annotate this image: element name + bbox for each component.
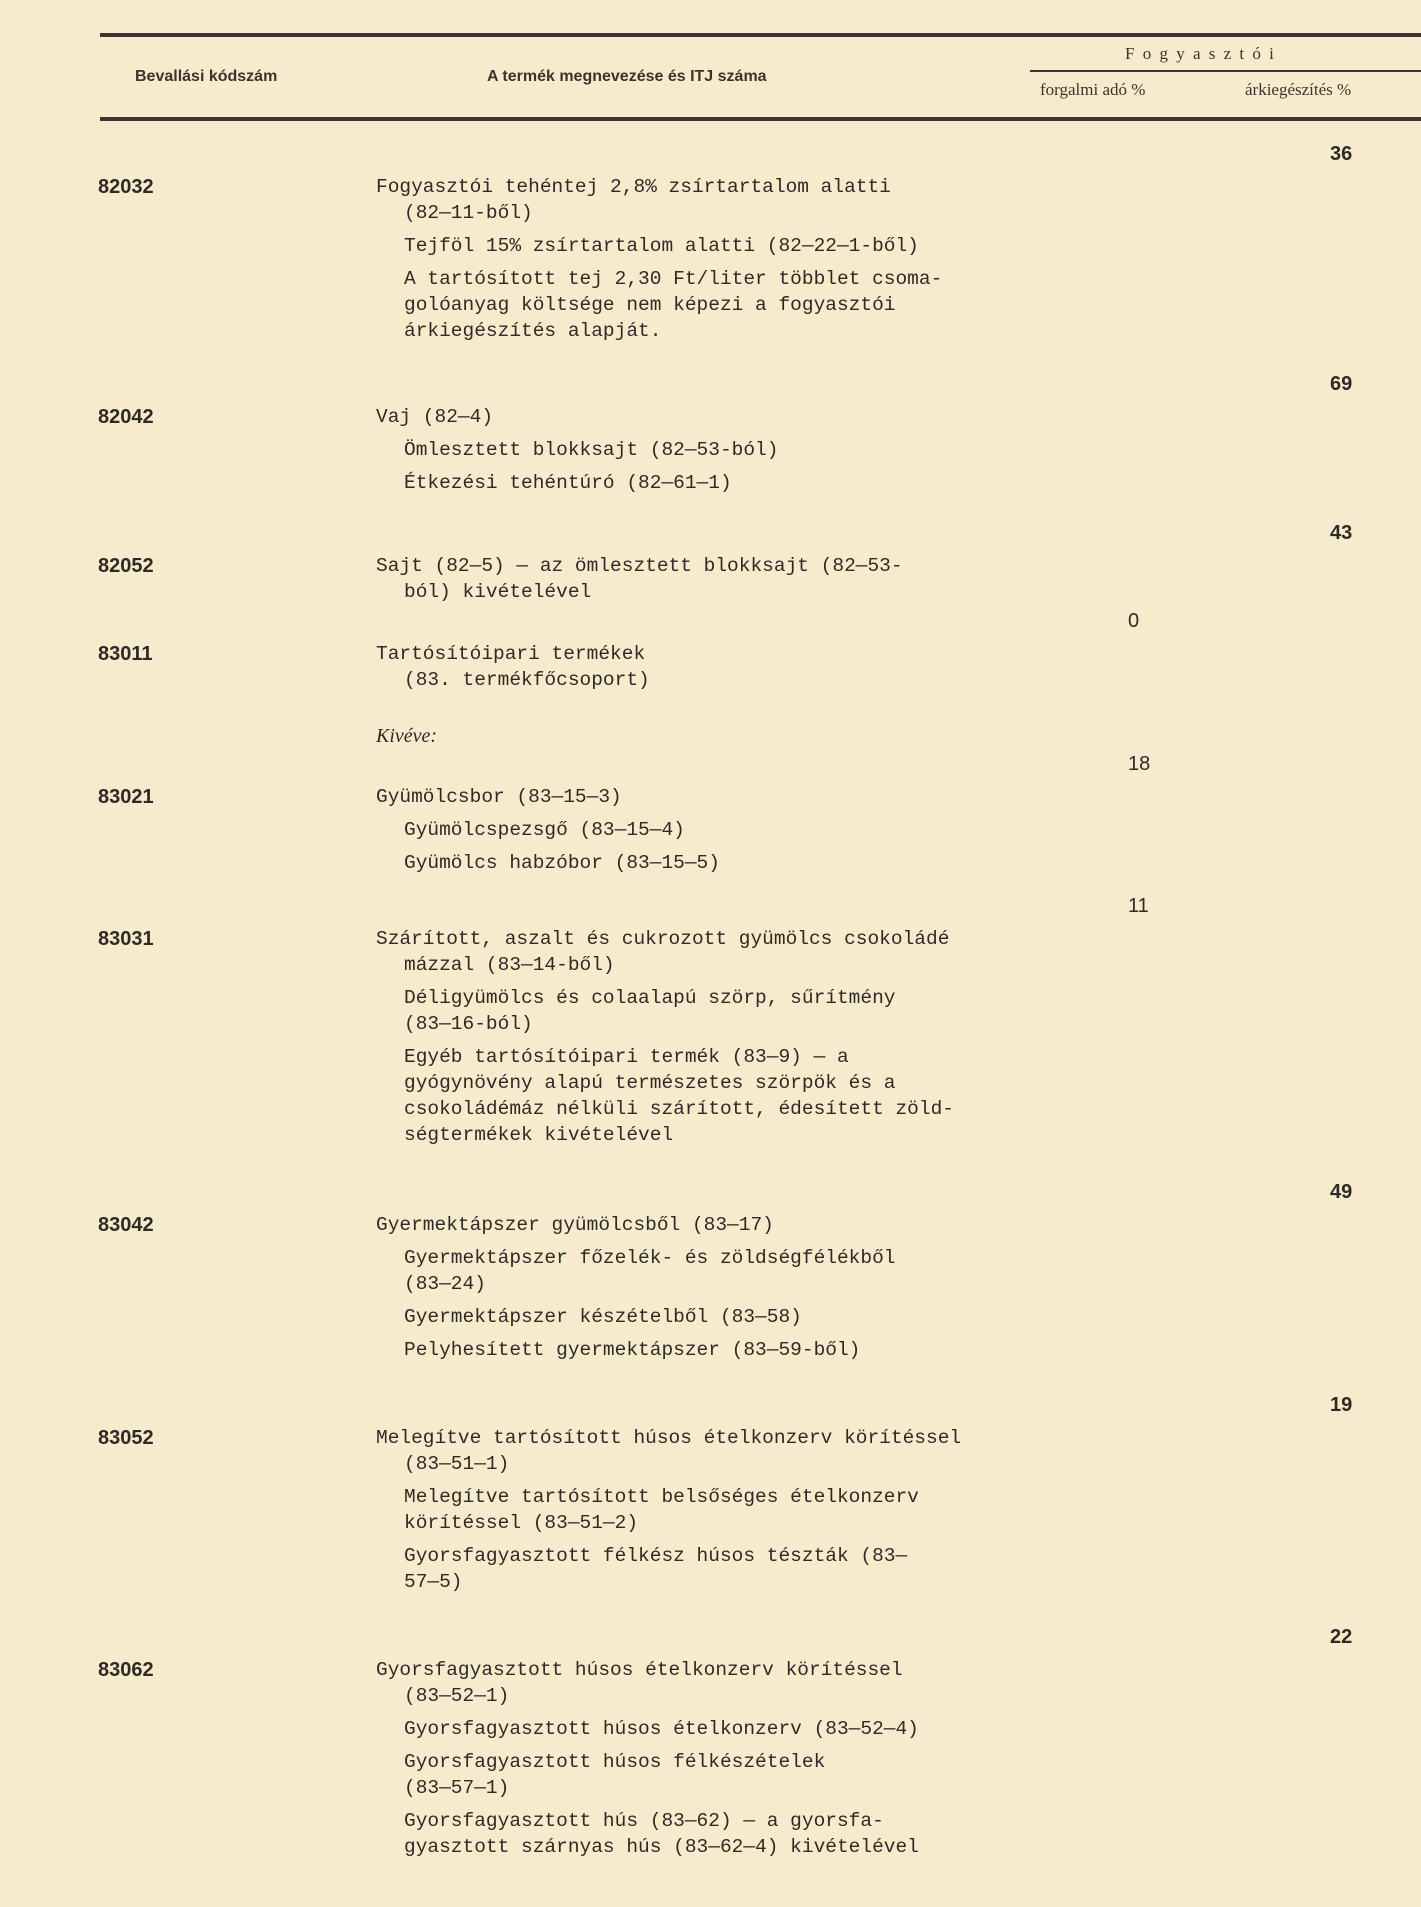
- tax-value: 11: [1128, 895, 1149, 917]
- code-cell: 83052: [98, 1427, 154, 1449]
- surcharge-value: 22: [1330, 1626, 1353, 1648]
- product-line: (83. termékfőcsoport): [404, 669, 650, 691]
- header-code-column: Bevallási kódszám: [135, 68, 278, 85]
- product-item: [376, 1484, 1031, 1536]
- header-tax-column: forgalmi adó %: [1040, 80, 1146, 99]
- product-line: Gyorsfagyasztott félkész húsos tészták (83—: [404, 1545, 908, 1567]
- code-cell: 83021: [98, 786, 154, 808]
- surcharge-value: 69: [1330, 373, 1353, 395]
- header-surcharge-column: árkiegészítés %: [1245, 80, 1352, 99]
- code-cell: 82052: [98, 555, 154, 577]
- header-group-rule: [1030, 70, 1421, 72]
- code-cell: 83042: [98, 1214, 154, 1236]
- header-name-column: A termék megnevezése és ITJ száma: [487, 68, 767, 85]
- product-line: A tartósított tej 2,30 Ft/liter többlet csoma-: [404, 268, 943, 290]
- product-cell: [376, 174, 1031, 351]
- tax-value: 18: [1128, 753, 1151, 775]
- product-line: Gyermektápszer gyümölcsből (83—17): [376, 1214, 774, 1236]
- header-top-rule: [100, 33, 1421, 37]
- product-line: Melegítve tartósított belsőséges ételkonzerv: [404, 1486, 919, 1508]
- code-cell: 83062: [98, 1659, 154, 1681]
- product-item: [376, 266, 1031, 344]
- product-line: Gyümölcspezsgő (83—15—4): [404, 819, 685, 841]
- code-cell: 82032: [98, 176, 154, 198]
- product-item: [376, 553, 1031, 605]
- product-line: Gyümölcsbor (83—15—3): [376, 786, 622, 808]
- header-consumer-group: F o g y a s z t ó i: [1125, 44, 1276, 63]
- product-line: (82—11-ből): [404, 202, 533, 224]
- product-line: Tejföl 15% zsírtartalom alatti (82—22—1-ből): [404, 235, 919, 257]
- product-cell: [376, 404, 1031, 503]
- product-line: Egyéb tartósítóipari termék (83—9) — a: [404, 1046, 849, 1068]
- product-cell: [376, 784, 1031, 883]
- product-cell: [376, 1657, 1031, 1867]
- product-item: [376, 784, 1031, 810]
- product-item: [376, 817, 1031, 843]
- product-line: Gyermektápszer főzelék- és zöldségfélékből: [404, 1247, 896, 1269]
- surcharge-value: 19: [1330, 1394, 1353, 1416]
- product-line: Pelyhesített gyermektápszer (83—59-ből): [404, 1339, 861, 1361]
- product-line: Déligyümölcs és colaalapú szörp, sűrítmény: [404, 987, 896, 1009]
- product-line: Gyorsfagyasztott húsos félkészételek: [404, 1751, 826, 1773]
- code-cell: 83031: [98, 928, 154, 950]
- product-item: [376, 1808, 1031, 1860]
- except-label: Kivéve:: [376, 725, 438, 747]
- product-line: (83—52—1): [404, 1685, 510, 1707]
- product-line: gyógynövény alapú természetes szörpök és a: [404, 1072, 896, 1094]
- product-item: [376, 174, 1031, 226]
- product-cell: [376, 641, 1031, 700]
- surcharge-value: 49: [1330, 1181, 1353, 1203]
- product-line: (83—57—1): [404, 1777, 510, 1799]
- code-cell: 82042: [98, 406, 154, 428]
- surcharge-value: 36: [1330, 143, 1353, 165]
- header-bottom-rule: [100, 117, 1421, 121]
- product-item: [376, 470, 1031, 496]
- surcharge-value: 43: [1330, 522, 1353, 544]
- product-line: Vaj (82—4): [376, 406, 494, 428]
- product-item: [376, 1716, 1031, 1742]
- product-item: [376, 1543, 1031, 1595]
- product-item: [376, 233, 1031, 259]
- product-line: csokoládémáz nélküli szárított, édesített zöld-: [404, 1098, 954, 1120]
- product-line: Gyorsfagyasztott húsos ételkonzerv (83—52—4): [404, 1718, 919, 1740]
- product-line: mázzal (83—14-ből): [404, 954, 615, 976]
- product-line: (83—24): [404, 1273, 486, 1295]
- product-item: [376, 641, 1031, 693]
- product-line: Sajt (82—5) — az ömlesztett blokksajt (82—53-: [376, 555, 903, 577]
- product-line: golóanyag költsége nem képezi a fogyasztói: [404, 294, 896, 316]
- product-line: ségtermékek kivételével: [404, 1124, 674, 1146]
- product-line: árkiegészítés alapját.: [404, 320, 662, 342]
- product-item: [376, 1425, 1031, 1477]
- product-line: Melegítve tartósított húsos ételkonzerv körítéssel: [376, 1427, 962, 1449]
- product-line: Fogyasztói tehéntej 2,8% zsírtartalom alatti: [376, 176, 891, 198]
- product-item: [376, 1657, 1031, 1709]
- product-line: Szárított, aszalt és cukrozott gyümölcs csokoládé: [376, 928, 950, 950]
- product-item: [376, 1245, 1031, 1297]
- product-item: [376, 1749, 1031, 1801]
- product-line: Gyümölcs habzóbor (83—15—5): [404, 852, 720, 874]
- product-cell: [376, 1212, 1031, 1370]
- product-line: Ömlesztett blokksajt (82—53-ból): [404, 439, 779, 461]
- product-line: Tartósítóipari termékek: [376, 643, 646, 665]
- product-line: ból) kivételével: [404, 581, 592, 603]
- product-line: Étkezési tehéntúró (82—61—1): [404, 472, 732, 494]
- product-line: 57—5): [404, 1571, 463, 1593]
- product-item: [376, 985, 1031, 1037]
- product-line: gyasztott szárnyas hús (83—62—4) kivételével: [404, 1836, 919, 1858]
- product-cell: [376, 553, 1031, 612]
- tax-value: 0: [1128, 610, 1140, 632]
- product-line: Gyorsfagyasztott húsos ételkonzerv körítéssel: [376, 1659, 903, 1681]
- product-item: [376, 1304, 1031, 1330]
- product-line: (83—51—1): [404, 1453, 510, 1475]
- product-line: (83—16-ból): [404, 1013, 533, 1035]
- product-item: [376, 437, 1031, 463]
- code-cell: 83011: [98, 643, 153, 665]
- product-line: körítéssel (83—51—2): [404, 1512, 639, 1534]
- product-cell: [376, 926, 1031, 1155]
- product-item: [376, 926, 1031, 978]
- product-line: Gyermektápszer készételből (83—58): [404, 1306, 802, 1328]
- product-item: [376, 1337, 1031, 1363]
- product-item: [376, 404, 1031, 430]
- product-item: [376, 850, 1031, 876]
- product-item: [376, 1044, 1031, 1148]
- product-item: [376, 1212, 1031, 1238]
- product-cell: [376, 1425, 1031, 1602]
- product-line: Gyorsfagyasztott hús (83—62) — a gyorsfa-: [404, 1810, 884, 1832]
